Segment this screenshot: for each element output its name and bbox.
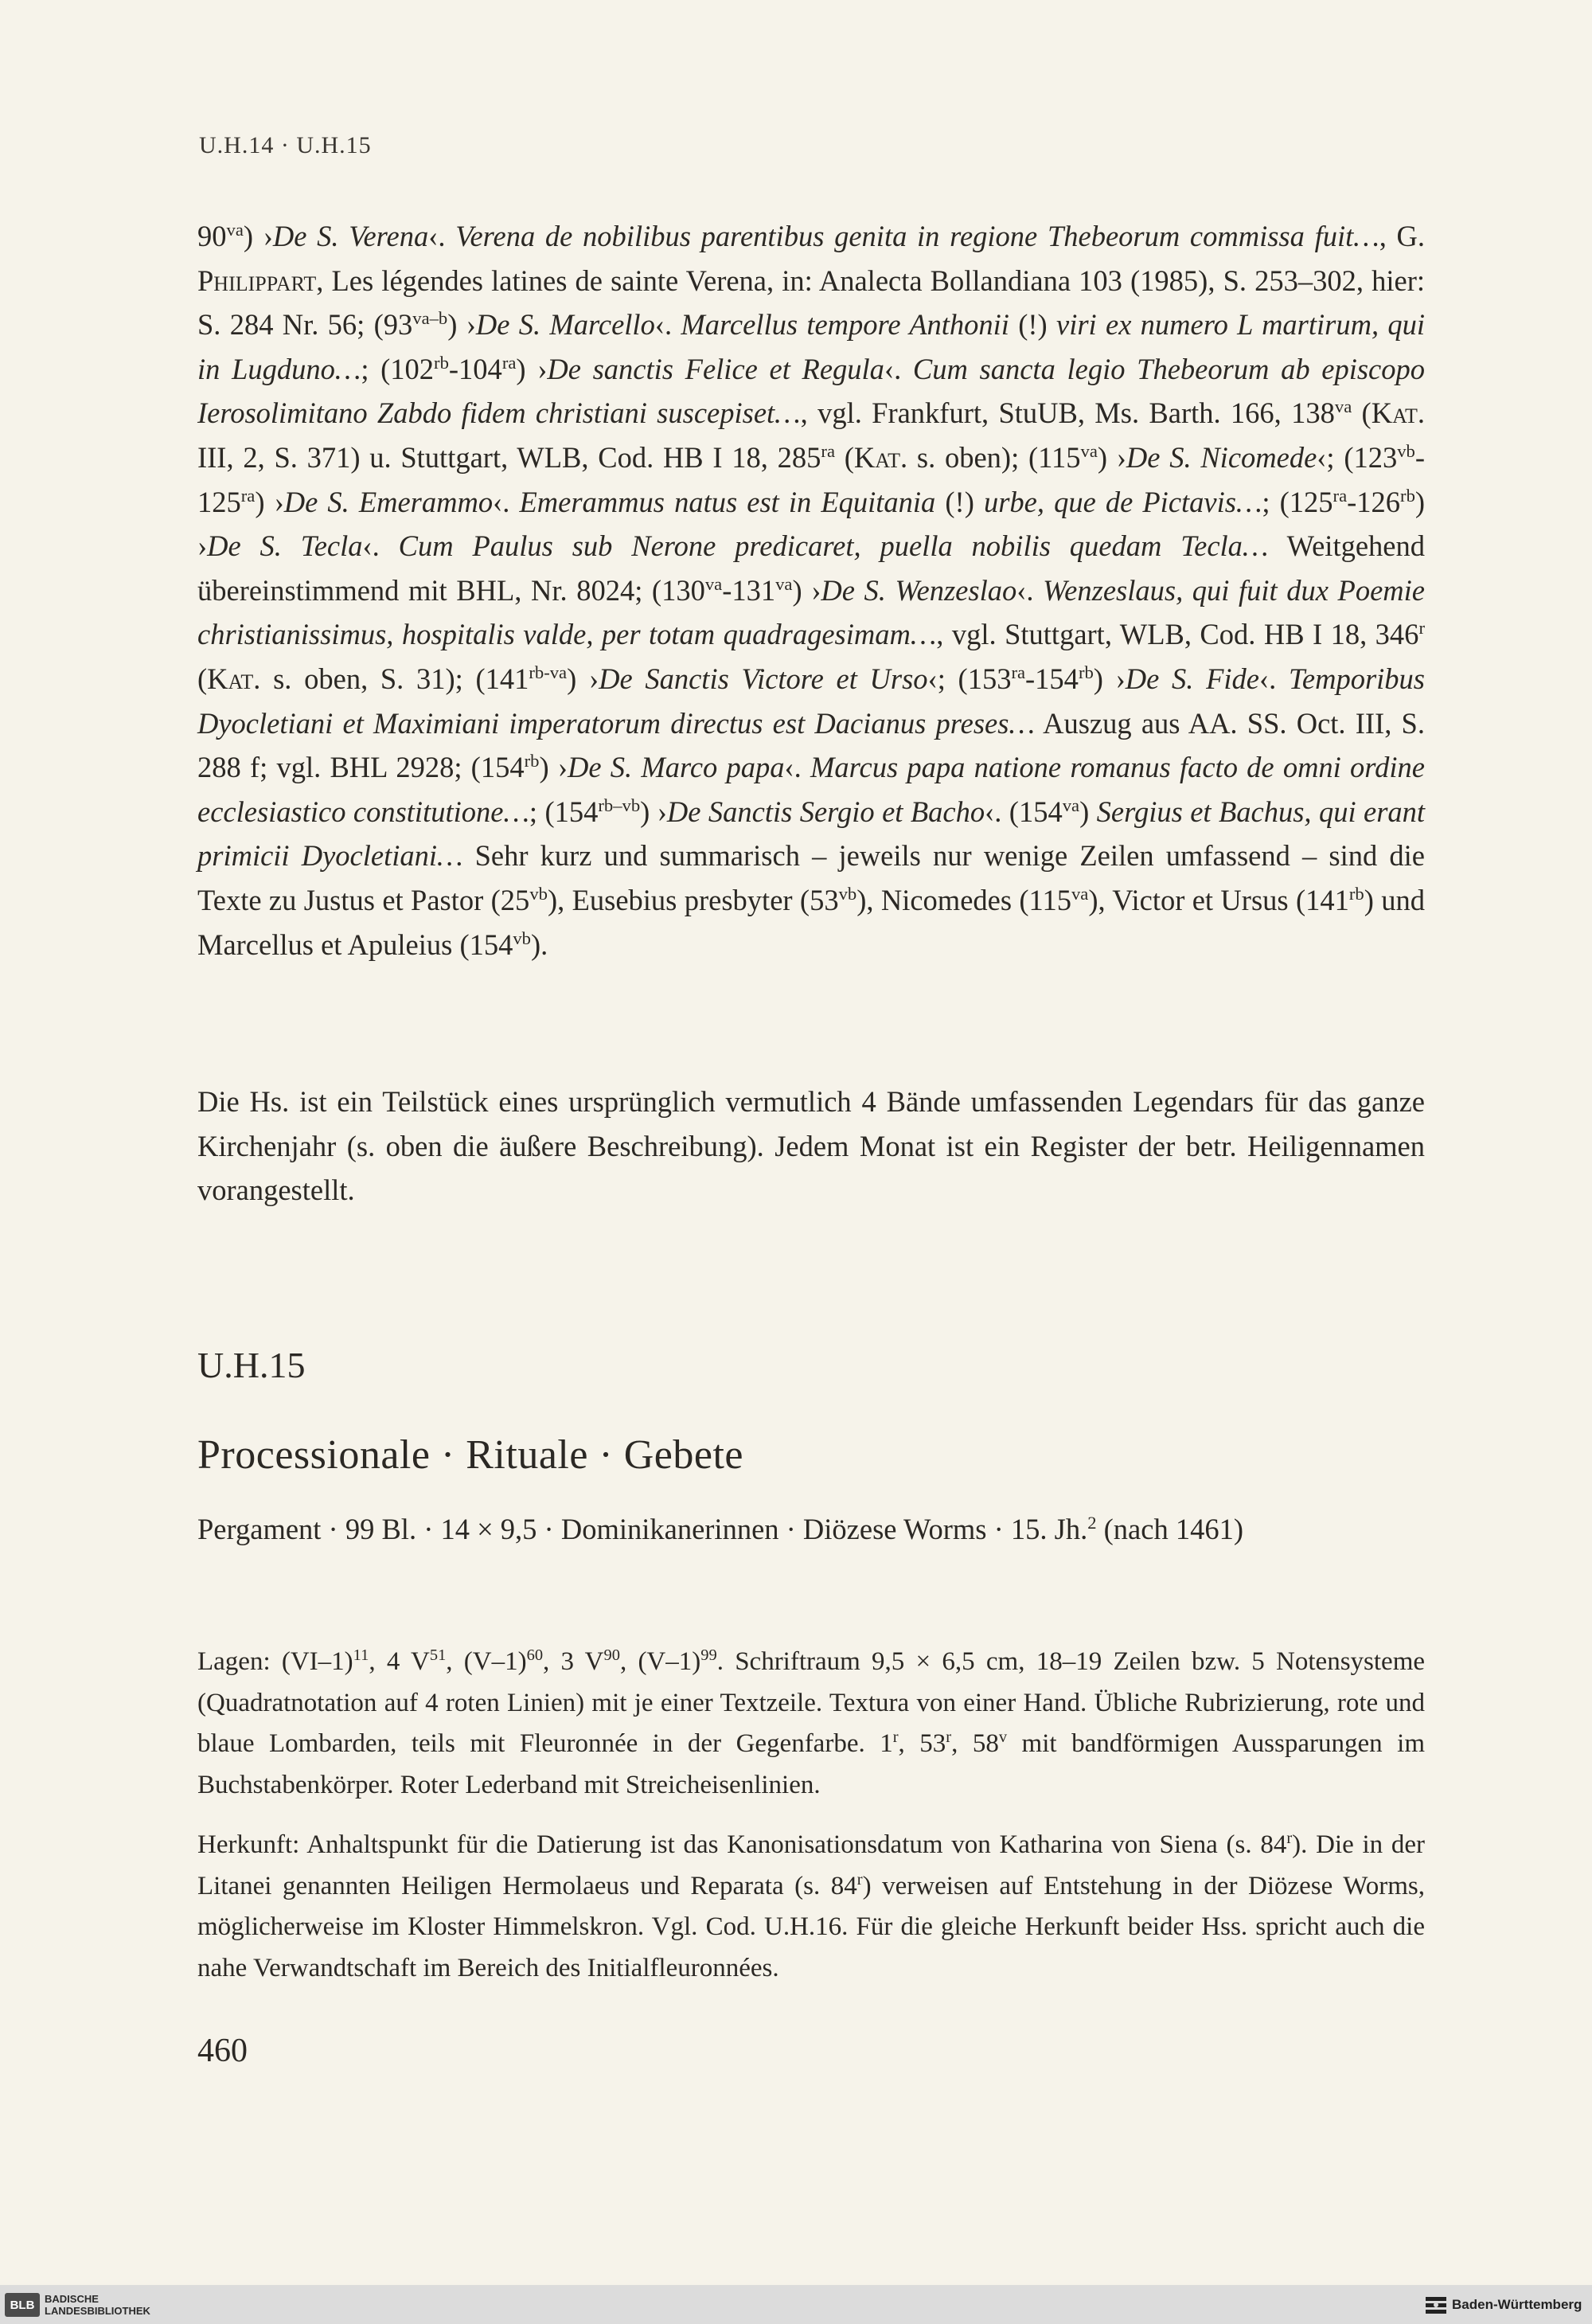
state-name: Baden-Württemberg [1452, 2297, 1582, 2312]
running-head: U.H.14 · U.H.15 [199, 132, 372, 158]
herkunft-paragraph: Herkunft: Anhaltspunkt für die Datierung ist das Kanonisationsdatum von Katharina von Siena (s. 84$^r$). Die in der Litanei genannten Heiligen Hermolaeus und Reparata (s. 84$^r$) verweisen auf Entstehung in der Diözese Worms, möglicherweise im Kloster Himmelskron. Vgl. Cod. U.H.16. Für die gleiche Herkunft beider Hss. spricht auch die nahe Verwandtschaft im Bereich des Initialfleuronnées. [197, 1830, 1425, 1982]
entry-title: Processionale · Rituale · Gebete [197, 1432, 743, 1478]
legend-contents-paragraph: $90^{va}$) ›De S. Verena‹. Verena de nobilibus parentibus genita in regione Thebeorum commissa fuit…, G. Philippart, Les légendes latines de sainte Verena, in: Analecta Bollandiana 103 (1985), S. 253–302, hier: S. 284 Nr. 56; $(93^{va-b})$ ›De S. Marcello‹. Marcellus tempore Anthonii (!) viri ex numero L martirum, qui in Lugduno…; $(102^{rb}-104^{ra})$ ›De sanctis Felice et Regula‹. Cum sancta legio Thebeorum ab episcopo Ierosolimitano Zabdo fidem christiani suscepiset…, vgl. Frankfurt, StuUB, Ms. Barth. 166, $138^{va}$ (Kat. III, 2, S. 371) u. Stuttgart, WLB, Cod. HB I 18, $285^{ra}$ (Kat. s. oben); $(115^{va})$ ›De S. Nicomede‹; $(123^{vb}-125^{ra})$ ›De S. Emerammo‹. Emerammus natus est in Equitania (!) urbe, que de Pictavis…; $(125^{ra}-126^{rb})$ ›De S. Tecla‹. Cum Paulus sub Nerone predicaret, puella nobilis quedam Tecla… Weitgehend übereinstimmend mit BHL, Nr. 8024; $(130^{va}-131^{va})$ ›De S. Wenzeslao‹. Wenzeslaus, qui fuit dux Poemie christianissimus, hospitalis valde, per totam quadragesimam…, vgl. Stuttgart, WLB, Cod. HB I 18, 346$^r$ (Kat. s. oben, S. 31); $(141^{rb-va})$ ›De Sanctis Victore et Urso‹; $(153^{ra}-154^{rb})$ ›De S. Fide‹. Temporibus Dyocletiani et Maximiani imperatorum directus est Dacianus preses… Auszug aus AA. SS. Oct. III, S. 288 f; vgl. BHL 2928; $(154^{rb})$ ›De S. Marco papa‹. Marcus papa natione romanus facto de omni ordine ecclesiastico constitutione…; $(154^{rb-vb})$ ›De Sanctis Sergio et Bacho‹. $(154^{va})$ Sergius et Bachus, qui erant primicii Dyocletiani… Sehr kurz und summarisch – jeweils nur wenige Zeilen umfassend – sind die Texte zu Justus et Pastor $(25^{vb})$, Eusebius presbyter $(53^{vb})$, Nicomedes $(115^{va})$, Victor et Ursus $(141^{rb})$ und Marcellus et Apuleius $(154^{vb})$. [197, 219, 1426, 961]
page-number: 460 [197, 2033, 248, 2069]
blb-logo: BLB [5, 2293, 40, 2317]
entry-shelfmark: U.H.15 [197, 1345, 306, 1385]
library-name [45, 2293, 150, 2317]
library-name-line2: LANDESBIBLIOTHEK [45, 2305, 150, 2317]
footer-bar [0, 2285, 1592, 2324]
lagen-paragraph: Lagen: $(VI-1)^{11}$, 4 $V^{51}$, $(V-1)^{60}$, 3 $V^{90}$, $(V-1)^{99}$. Schriftraum 9,5 × 6,5 cm, 18–19 Zeilen bzw. 5 Notensysteme (Quadratnotation auf 4 roten Linien) mit je einer Textzeile. Textura von einer Hand. Übliche Rubrizierung, rote und blaue Lombarden, teils mit Fleuronnée in der Gegenfarbe. 1$^r$, 53$^r$, 58$^v$ mit bandförmigen Aussparungen im Buchstabenkörper. Roter Lederband mit Streicheisenlinien. [197, 1646, 1426, 1799]
state-coat-of-arms-icon [1425, 2295, 1447, 2315]
library-name-line1: BADISCHE [45, 2293, 99, 2305]
entry-metadata: Pergament · 99 Bl. · 14 × 9,5 · Dominikanerinnen · Diözese Worms · 15. Jh.$^2$ (nach 1461) [197, 1512, 1243, 1545]
legendar-note-paragraph: Die Hs. ist ein Teilstück eines ursprünglich vermutlich 4 Bände umfassenden Legendars für das ganze Kirchenjahr (s. oben die äußere Beschreibung). Jedem Monat ist ein Register der betr. Heiligennamen vorangestellt. [197, 1085, 1425, 1207]
